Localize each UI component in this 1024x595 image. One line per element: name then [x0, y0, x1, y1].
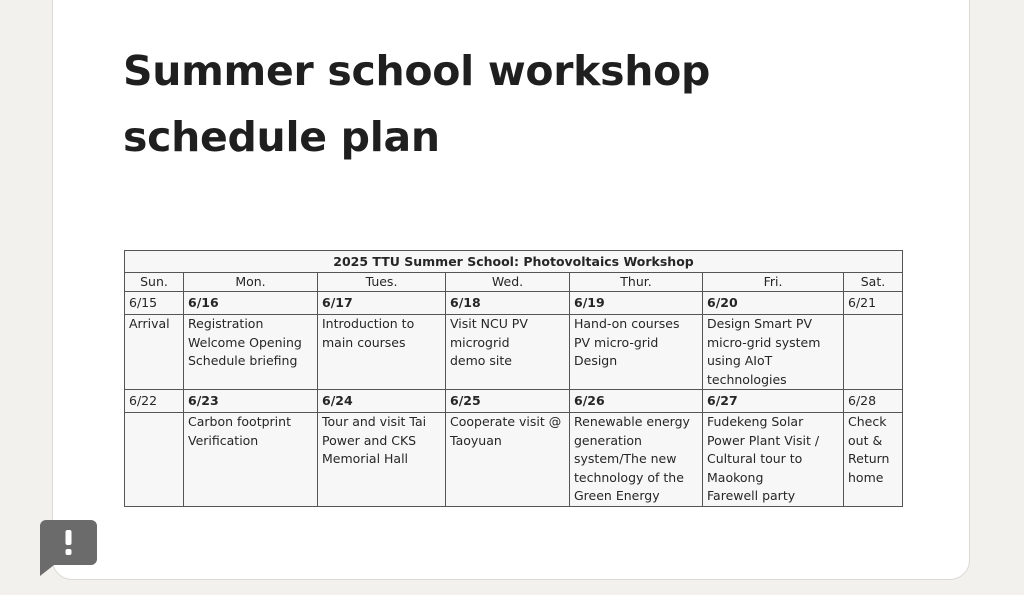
- date-cell: 6/27: [703, 390, 844, 413]
- schedule-table: [124, 250, 903, 507]
- activity-cell: Carbon footprint Verification: [184, 413, 318, 507]
- day-header: Wed.: [446, 273, 570, 292]
- week2-date-row: [125, 390, 903, 413]
- date-cell: 6/17: [318, 292, 446, 315]
- activity-cell: Design Smart PV micro-grid system using AIoT technologies: [703, 315, 844, 390]
- activity-cell: Cooperate visit @ Taoyuan: [446, 413, 570, 507]
- date-cell: 6/28: [844, 390, 903, 413]
- day-header: Tues.: [318, 273, 446, 292]
- activity-cell: Arrival: [125, 315, 184, 390]
- day-header: Sat.: [844, 273, 903, 292]
- week1-activity-row: [125, 315, 903, 390]
- date-cell: 6/19: [570, 292, 703, 315]
- date-cell: 6/16: [184, 292, 318, 315]
- feedback-button[interactable]: [40, 520, 97, 576]
- activity-cell: Renewable energy generation system/The new technology of the Green Energy: [570, 413, 703, 507]
- date-cell: 6/26: [570, 390, 703, 413]
- day-header: Sun.: [125, 273, 184, 292]
- activity-cell: Fudekeng Solar Power Plant Visit / Cultural tour to Maokong Farewell party: [703, 413, 844, 507]
- week1-date-row: [125, 292, 903, 315]
- day-header: Fri.: [703, 273, 844, 292]
- date-cell: 6/18: [446, 292, 570, 315]
- activity-cell: Check out & Return home: [844, 413, 903, 507]
- date-cell: 6/22: [125, 390, 184, 413]
- activity-cell: Introduction to main courses: [318, 315, 446, 390]
- activity-cell: [125, 413, 184, 507]
- exclamation-icon: [40, 520, 97, 576]
- date-cell: 6/21: [844, 292, 903, 315]
- date-cell: 6/20: [703, 292, 844, 315]
- page-title: Summer school workshop schedule plan: [123, 47, 711, 161]
- date-cell: 6/23: [184, 390, 318, 413]
- day-header: Mon.: [184, 273, 318, 292]
- date-cell: 6/25: [446, 390, 570, 413]
- activity-cell: Tour and visit Tai Power and CKS Memorial Hall: [318, 413, 446, 507]
- activity-cell: Registration Welcome Opening Schedule briefing: [184, 315, 318, 390]
- activity-cell: Visit NCU PV microgrid demo site: [446, 315, 570, 390]
- date-cell: 6/15: [125, 292, 184, 315]
- day-header-row: [125, 273, 903, 292]
- day-header: Thur.: [570, 273, 703, 292]
- activity-cell: [844, 315, 903, 390]
- week2-activity-row: [125, 413, 903, 507]
- activity-cell: Hand-on courses PV micro-grid Design: [570, 315, 703, 390]
- date-cell: 6/24: [318, 390, 446, 413]
- schedule-caption: 2025 TTU Summer School: Photovoltaics Workshop: [125, 251, 903, 273]
